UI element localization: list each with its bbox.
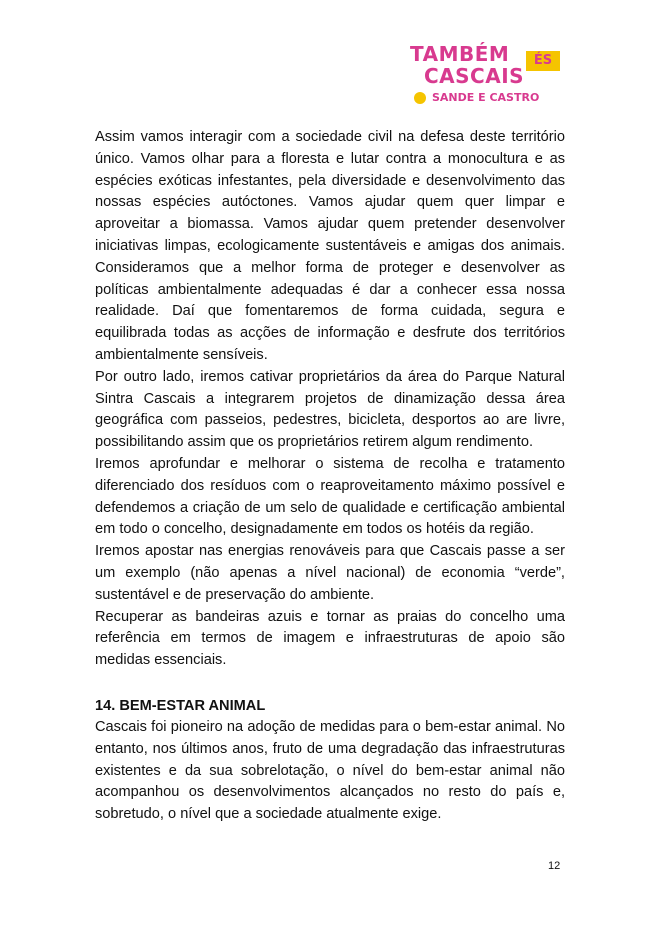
logo-line-3 <box>414 91 539 104</box>
paragraph: Iremos aprofundar e melhorar o sistema de recolha e tratamento diferenciado dos resíduos com o reaproveitamento máximo possível e defendemos a criação de um selo de qualidade e certificação ambiental em todo o concelho, designadamente em todos os hotéis da região. <box>95 455 565 538</box>
section-body <box>95 717 565 826</box>
paragraph: Por outro lado, iremos cativar proprietários da área do Parque Natural Sintra Cascais a integrarem projetos de dinamização dessa área geográfica com passeios, pedestres, bicicleta, desportos ao are livre, possibilitando assim que os proprietários retirem algum rendimento. <box>95 368 565 451</box>
logo-subtitle: SANDE E CASTRO <box>432 91 540 104</box>
logo-line-1: TAMBÉM <box>410 42 510 66</box>
paragraph: Recuperar as bandeiras azuis e tornar as praias do concelho uma referência em termos de imagem e infraestruturas de apoio são medidas essenciais. <box>95 608 565 669</box>
paragraph: Cascais foi pioneiro na adoção de medidas para o bem-estar animal. No entanto, nos últimos anos, fruto de uma degradação das infraestruturas existentes e da sua sobrelotação, o nível do bem-estar animal não acompanhou os desenvolvimentos alcançados no resto do país e, sobretudo, o nível que a sociedade atualmente exige. <box>95 719 565 823</box>
paragraph: Assim vamos interagir com a sociedade civil na defesa deste território único. Vamos olhar para a floresta e lutar contra a monocultura e as espécies exóticas infestantes, pela diversidade e desenvolvimento das nossas espécies autóctones. Vamos ajudar quem quer limpar e aproveitar a biomassa. Vamos ajudar quem pretender desenvolver iniciativas limpas, ecologicamente sustentáveis e amigas dos animais. Consideramos que a melhor forma de proteger e desenvolver as políticas ambientalmente adequadas é dar a conhecer essa nossa realidade. Daí que fomentaremos de forma cuidada, segura e equilibrada todas as acções de informação e desfrute dos territórios ambientalmente sensíveis. <box>95 129 565 363</box>
section-heading: 14. BEM-ESTAR ANIMAL <box>95 698 266 714</box>
body-text <box>95 127 565 672</box>
campaign-logo <box>408 42 568 116</box>
page-number: 12 <box>548 860 561 872</box>
logo-line-2: CASCAIS <box>424 64 525 88</box>
logo-badge: ÉS <box>526 51 560 71</box>
sun-icon <box>414 92 426 104</box>
paragraph: Iremos apostar nas energias renováveis para que Cascais passe a ser um exemplo (não apenas a nível nacional) de economia “verde”, sustentável e de preservação do ambiente. <box>95 543 565 603</box>
